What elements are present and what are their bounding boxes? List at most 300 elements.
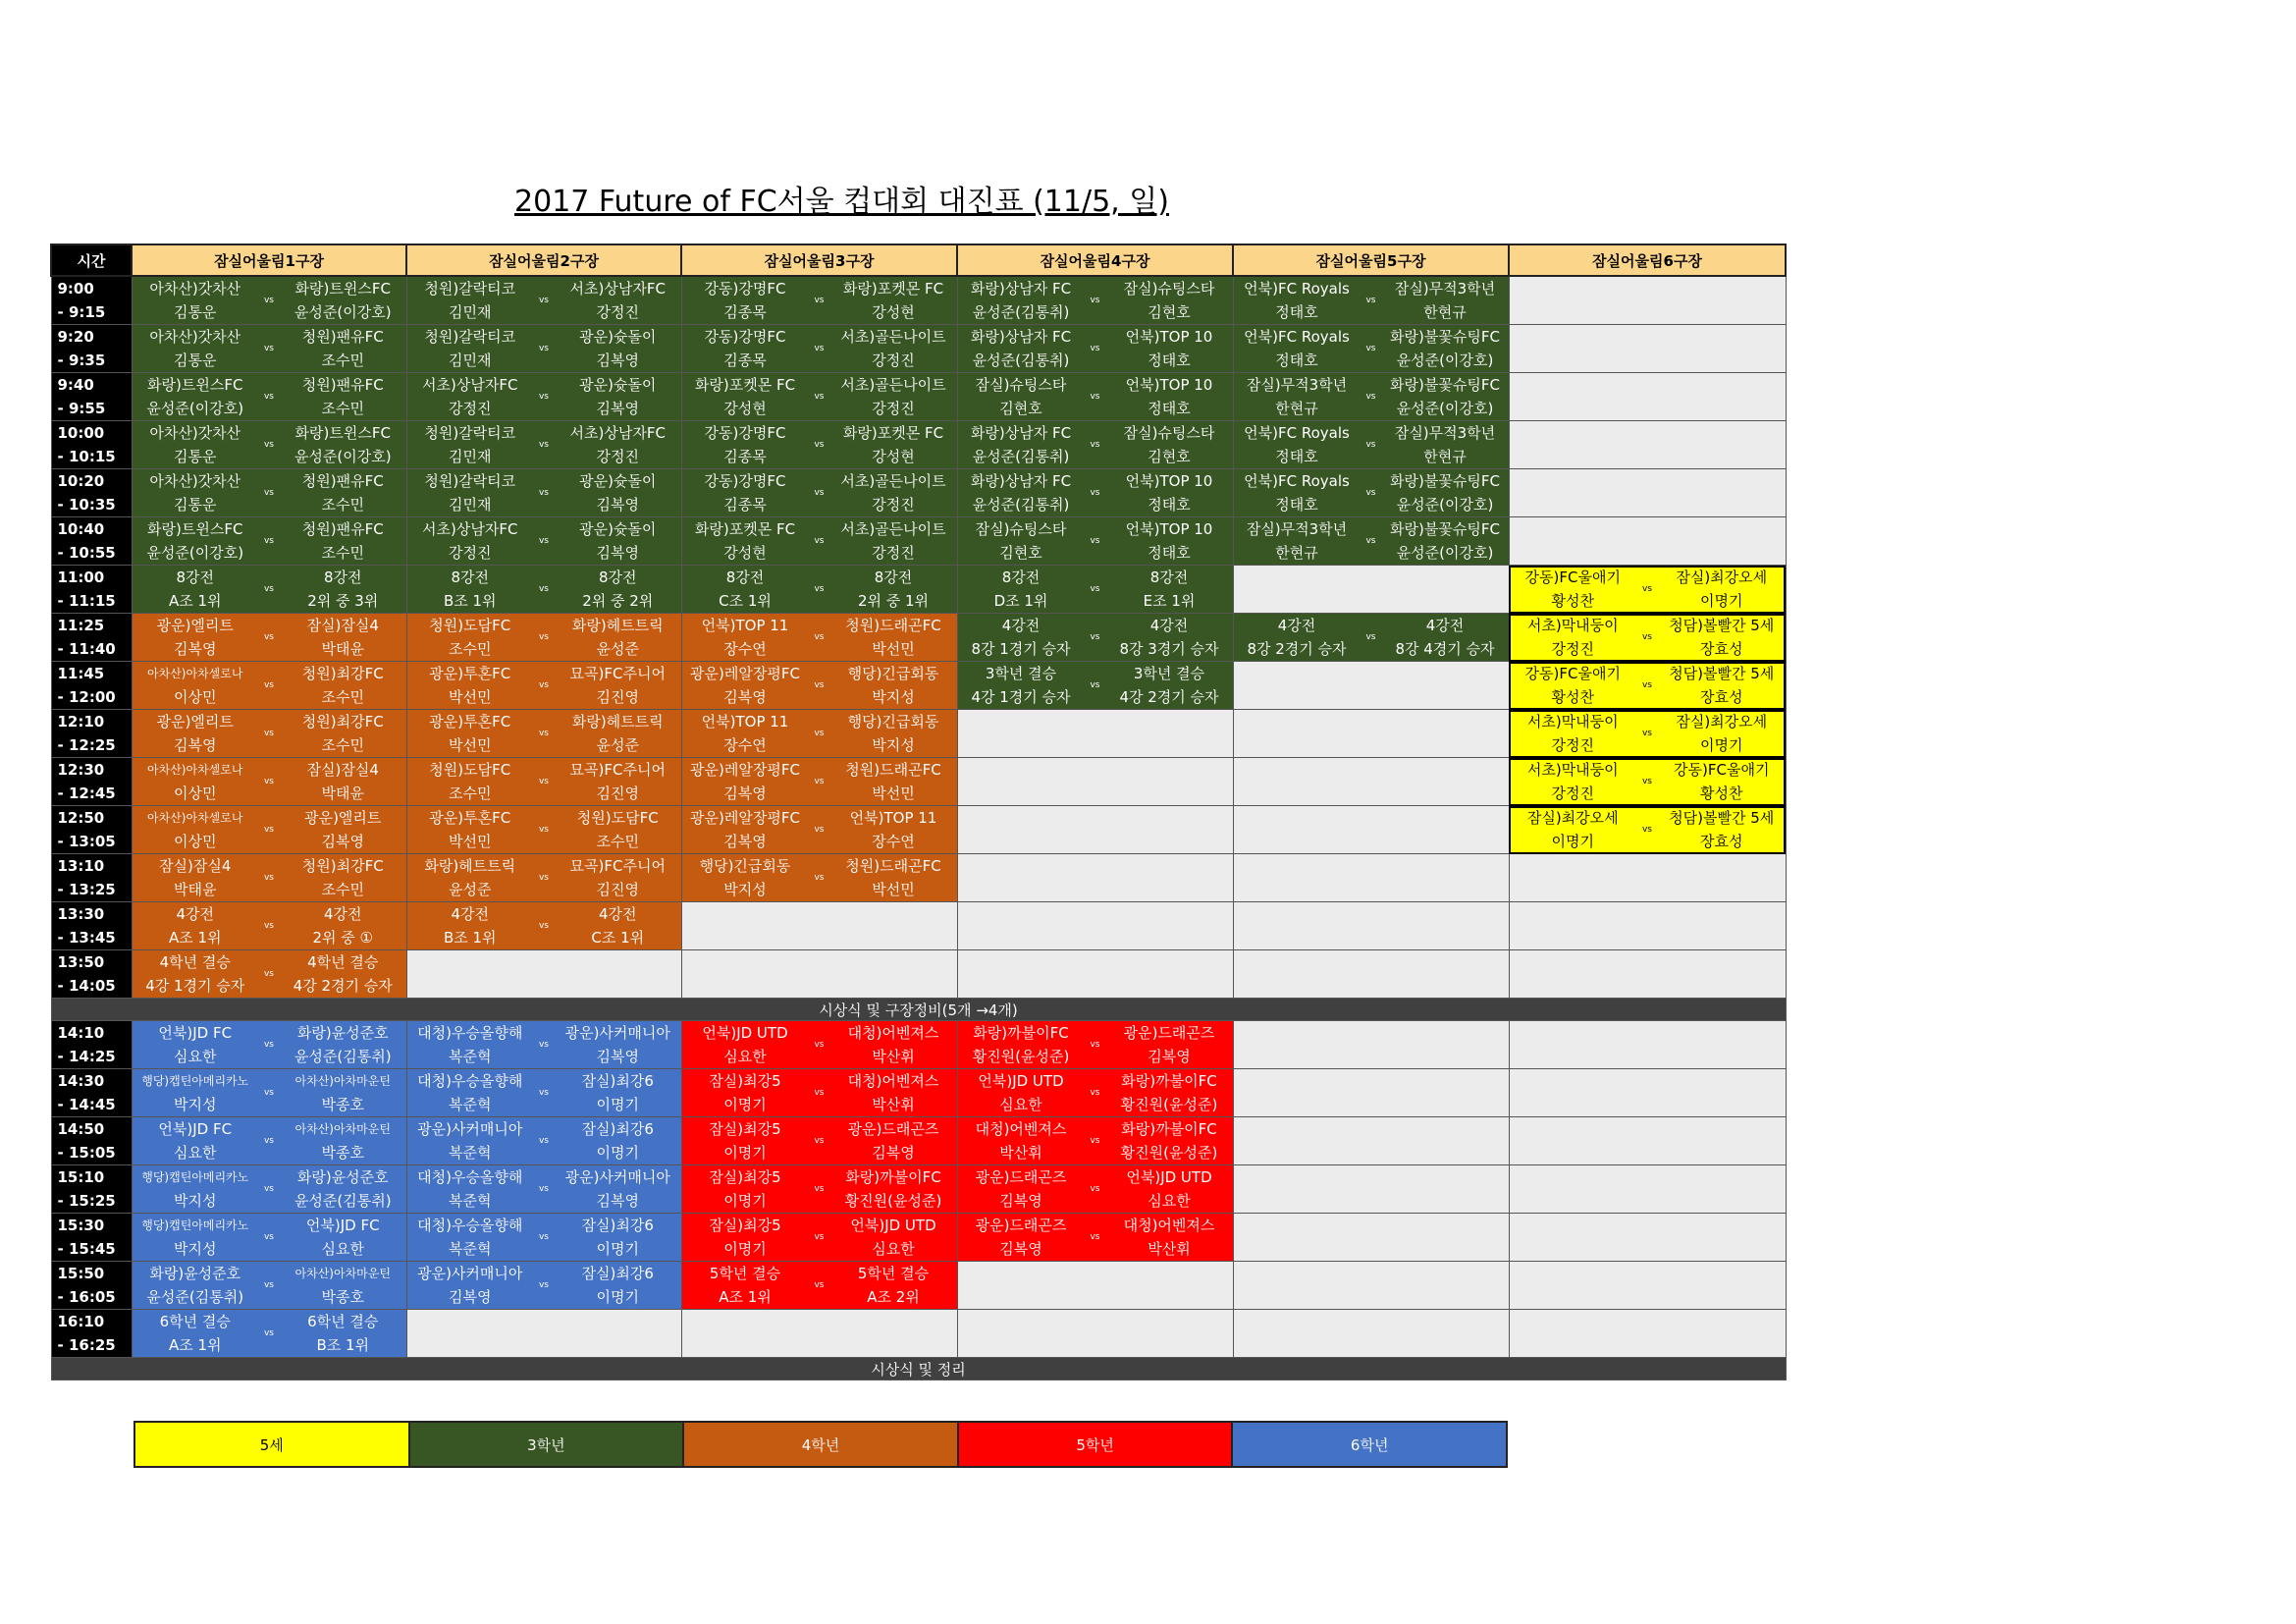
- match: [958, 517, 1233, 565]
- match: [682, 806, 957, 853]
- match-cell: [406, 373, 681, 421]
- match: [133, 806, 406, 853]
- team-b-coach: 강정진: [872, 496, 915, 514]
- match: [133, 517, 406, 565]
- vs-label: vs: [538, 1040, 549, 1050]
- match: [1234, 373, 1509, 420]
- team-b-name: 화랑)윤성준호: [296, 1168, 389, 1186]
- match-cell: [957, 662, 1233, 710]
- team-a-name: 언북)JD UTD: [702, 1024, 788, 1042]
- time-end: - 12:25: [57, 736, 116, 754]
- team-b-coach: 황진원(윤성준): [1120, 1144, 1218, 1162]
- team-a-name: 언북)JD UTD: [978, 1072, 1064, 1090]
- empty-slot: [1509, 325, 1786, 373]
- team-b-name: 화랑)포켓몬 FC: [842, 280, 944, 298]
- match-cell: [1509, 614, 1786, 662]
- team-a-coach: 김종목: [723, 448, 767, 465]
- team-b-name: 서초)골든나이트: [840, 376, 946, 394]
- team-a-name: 아차산)갓차산: [149, 280, 241, 298]
- match: [407, 1165, 681, 1213]
- match-cell: [132, 1310, 406, 1358]
- schedule-row: [51, 1262, 1786, 1310]
- empty-slot: [1509, 469, 1786, 517]
- team-a-coach: A조 1위: [719, 1288, 772, 1306]
- team-b-coach: 김복영: [1148, 1048, 1191, 1065]
- team-b-name: 묘곡)FC주니어: [569, 665, 666, 682]
- team-b-coach: 정태호: [1148, 496, 1191, 514]
- team-a-name: 언북)JD FC: [158, 1024, 233, 1042]
- schedule-row: [51, 1069, 1786, 1117]
- team-b-name: 4강전: [598, 905, 637, 923]
- team-b-coach: 2위 중 2위: [582, 592, 654, 610]
- team-a-coach: 박지성: [723, 881, 767, 898]
- vs-label: vs: [1090, 632, 1100, 642]
- match: [682, 1214, 957, 1261]
- match-cell: [132, 276, 406, 325]
- team-a-coach: 김복영: [723, 785, 767, 802]
- team-b-coach: 윤성준(이강호): [1396, 400, 1494, 417]
- match: [1234, 614, 1509, 661]
- vs-label: vs: [814, 296, 825, 305]
- match-cell: [132, 325, 406, 373]
- match: [682, 1165, 957, 1213]
- team-a-name: 행당)캡틴아메리카노: [141, 1218, 249, 1232]
- team-b-name: 잠실)슈팅스타: [1123, 424, 1215, 442]
- team-b-coach: 정태호: [1148, 400, 1191, 417]
- schedule-row: [51, 1117, 1786, 1165]
- vs-label: vs: [263, 921, 274, 931]
- team-b-coach: E조 1위: [1143, 592, 1196, 610]
- team-a-name: 화랑)트윈스FC: [147, 376, 243, 394]
- vs-label: vs: [814, 1136, 825, 1146]
- time-slot: [51, 614, 132, 662]
- match: [407, 325, 681, 372]
- vs-label: vs: [263, 777, 274, 786]
- empty-slot: [1509, 517, 1786, 566]
- team-b-name: 4강전: [1149, 617, 1189, 634]
- team-a-coach: 김복영: [174, 640, 217, 658]
- vs-label: vs: [814, 440, 825, 450]
- time-start: 12:50: [57, 809, 105, 827]
- team-b-coach: 김복영: [596, 1048, 639, 1065]
- team-b-coach: 황진원(윤성준): [844, 1192, 942, 1210]
- team-b-coach: 박지성: [872, 736, 915, 754]
- vs-label: vs: [814, 584, 825, 594]
- empty-slot: [1509, 1021, 1786, 1069]
- match-cell: [681, 469, 957, 517]
- time-end: - 10:35: [57, 496, 116, 514]
- match: [1510, 758, 1786, 805]
- match-cell: [957, 1069, 1233, 1117]
- team-b-name: 화랑)까불이FC: [1121, 1120, 1217, 1138]
- match: [133, 325, 406, 372]
- team-b-name: 화랑)헤트트릭: [571, 713, 664, 731]
- vs-label: vs: [263, 536, 274, 546]
- schedule-row: [51, 806, 1786, 854]
- time-slot: [51, 566, 132, 614]
- team-a-name: 행당)캡틴아메리카노: [141, 1074, 249, 1088]
- time-start: 9:20: [57, 328, 94, 346]
- team-a-coach: 김복영: [999, 1240, 1042, 1258]
- match: [958, 325, 1233, 372]
- match: [682, 1069, 957, 1116]
- team-a-name: 잠실)무적3학년: [1246, 376, 1348, 394]
- vs-label: vs: [814, 536, 825, 546]
- team-a-name: 서초)막내둥이: [1526, 617, 1619, 634]
- match-cell: [681, 276, 957, 325]
- vs-label: vs: [538, 825, 549, 835]
- match: [958, 1117, 1233, 1164]
- team-b-name: 언북)TOP 10: [1125, 328, 1213, 346]
- match-cell: [132, 854, 406, 902]
- team-a-name: 행당)캡틴아메리카노: [141, 1170, 249, 1184]
- team-a-coach: 박지성: [174, 1096, 217, 1113]
- match: [407, 758, 681, 805]
- vs-label: vs: [814, 729, 825, 738]
- time-end: - 12:00: [57, 688, 116, 706]
- vs-label: vs: [814, 344, 825, 353]
- team-b-coach: 이명기: [596, 1288, 639, 1306]
- match-cell: [1509, 662, 1786, 710]
- team-a-name: 광운)레알장평FC: [690, 665, 800, 682]
- team-b-coach: 김진영: [596, 785, 639, 802]
- time-slot: [51, 517, 132, 566]
- vs-label: vs: [814, 488, 825, 498]
- header-row: [51, 244, 1786, 276]
- team-b-name: 잠실)최강6: [581, 1120, 654, 1138]
- team-a-name: 5학년 결승: [709, 1265, 781, 1282]
- match: [133, 950, 406, 998]
- team-a-name: 청원)도담FC: [429, 761, 511, 779]
- schedule-row: [51, 276, 1786, 325]
- team-b-coach: 2위 중 3위: [307, 592, 379, 610]
- match: [133, 277, 406, 324]
- team-b-coach: 조수민: [321, 881, 364, 898]
- team-a-coach: 박선민: [449, 688, 492, 706]
- time-start: 12:10: [57, 713, 105, 731]
- page-title: 2017 Future of FC서울 컵대회 대진표 (11/5, 일): [514, 185, 1169, 219]
- vs-label: vs: [814, 1040, 825, 1050]
- team-b-name: 언북)TOP 10: [1125, 520, 1213, 538]
- team-b-coach: 김복영: [596, 496, 639, 514]
- team-b-coach: 강정진: [872, 400, 915, 417]
- empty-slot: [1233, 1262, 1509, 1310]
- match-cell: [406, 517, 681, 566]
- team-b-name: 청원)팬유FC: [301, 376, 384, 394]
- vs-label: vs: [1090, 680, 1100, 690]
- team-a-coach: 김통운: [174, 448, 217, 465]
- team-a-coach: 김종목: [723, 352, 767, 369]
- team-b-name: 청원)드래곤FC: [845, 761, 941, 779]
- team-b-name: 잠실)슈팅스타: [1123, 280, 1215, 298]
- schedule-body: [51, 276, 1786, 1380]
- match-cell: [132, 950, 406, 999]
- team-a-name: 언북)TOP 11: [701, 617, 789, 634]
- time-end: - 9:15: [57, 303, 106, 321]
- match: [682, 854, 957, 901]
- team-a-coach: A조 1위: [168, 1336, 222, 1354]
- team-a-name: 강동)강명FC: [704, 424, 786, 442]
- team-b-coach: 박지성: [872, 688, 915, 706]
- match: [1234, 325, 1509, 372]
- team-a-coach: 강정진: [1551, 640, 1594, 658]
- team-a-name: 언북)FC Royals: [1244, 424, 1350, 442]
- match-cell: [406, 854, 681, 902]
- match: [1510, 662, 1786, 709]
- team-a-name: 잠실)슈팅스타: [975, 520, 1067, 538]
- match-cell: [132, 566, 406, 614]
- vs-label: vs: [263, 873, 274, 883]
- vs-label: vs: [538, 344, 549, 353]
- time-end: - 10:55: [57, 544, 116, 562]
- team-a-coach: 강정진: [449, 400, 492, 417]
- legend-item: 6학년: [1232, 1422, 1507, 1467]
- match: [133, 1069, 406, 1116]
- match-cell: [957, 1165, 1233, 1214]
- match-cell: [681, 758, 957, 806]
- vs-label: vs: [263, 729, 274, 738]
- team-b-coach: 강정진: [596, 448, 639, 465]
- team-b-coach: 박종호: [321, 1096, 364, 1113]
- match: [682, 1021, 957, 1068]
- team-b-name: 강동)FC울애기: [1674, 761, 1770, 779]
- empty-slot: [957, 1262, 1233, 1310]
- team-a-coach: 김통운: [174, 303, 217, 321]
- match-cell: [406, 614, 681, 662]
- team-a-name: 잠실)최강5: [709, 1120, 781, 1138]
- vs-label: vs: [1090, 536, 1100, 546]
- schedule-row: [51, 1165, 1786, 1214]
- match-cell: [406, 758, 681, 806]
- team-a-coach: 8강 1경기 승자: [971, 640, 1071, 658]
- team-b-name: 광운)드래곤즈: [847, 1120, 939, 1138]
- match-cell: [406, 1165, 681, 1214]
- match-cell: [406, 710, 681, 758]
- vs-label: vs: [1090, 1040, 1100, 1050]
- team-b-name: 서초)상남자FC: [569, 280, 666, 298]
- time-start: 10:40: [57, 520, 105, 538]
- team-b-coach: 이명기: [596, 1096, 639, 1113]
- team-a-name: 잠실)슈팅스타: [975, 376, 1067, 394]
- team-b-coach: 윤성준(이강호): [1396, 544, 1494, 562]
- field-header-3: 잠실어울림3구장: [681, 244, 957, 276]
- team-b-coach: 한현규: [1423, 448, 1467, 465]
- team-b-name: 청원)최강FC: [301, 713, 384, 731]
- vs-label: vs: [1365, 632, 1376, 642]
- team-b-coach: 김복영: [596, 352, 639, 369]
- match-cell: [681, 373, 957, 421]
- schedule-row: [51, 758, 1786, 806]
- match: [1510, 806, 1786, 853]
- time-start: 15:10: [57, 1168, 105, 1186]
- empty-slot: [1509, 1262, 1786, 1310]
- break-band: 시상식 및 구장정비(5개 →4개): [51, 999, 1786, 1021]
- team-b-name: 화랑)헤트트릭: [571, 617, 664, 634]
- match: [407, 710, 681, 757]
- team-b-name: 청담)볼빨간 5세: [1669, 665, 1775, 682]
- team-a-coach: 이명기: [723, 1192, 767, 1210]
- team-b-coach: 4강 2경기 승자: [1119, 688, 1219, 706]
- time-slot: [51, 902, 132, 950]
- match-cell: [406, 1069, 681, 1117]
- vs-label: vs: [1641, 729, 1652, 738]
- team-b-coach: 강정진: [872, 544, 915, 562]
- vs-label: vs: [814, 1232, 825, 1242]
- team-a-name: 광운)레알장평FC: [690, 809, 800, 827]
- time-slot: [51, 421, 132, 469]
- vs-label: vs: [1090, 440, 1100, 450]
- team-a-coach: 4강 1경기 승자: [971, 688, 1071, 706]
- match-cell: [406, 662, 681, 710]
- vs-label: vs: [263, 392, 274, 402]
- team-a-name: 8강전: [725, 568, 765, 586]
- vs-label: vs: [263, 680, 274, 690]
- vs-label: vs: [1090, 1088, 1100, 1098]
- legend-item: 4학년: [683, 1422, 958, 1467]
- match-cell: [406, 276, 681, 325]
- vs-label: vs: [263, 1232, 274, 1242]
- team-a-name: 강동)강명FC: [704, 472, 786, 490]
- vs-label: vs: [814, 873, 825, 883]
- match-cell: [406, 325, 681, 373]
- team-a-name: 화랑)포켓몬 FC: [694, 376, 796, 394]
- team-b-coach: 김복영: [596, 1192, 639, 1210]
- team-a-coach: 박선민: [449, 833, 492, 850]
- empty-slot: [1509, 854, 1786, 902]
- team-b-coach: 조수민: [596, 833, 639, 850]
- time-end: - 13:25: [57, 881, 116, 898]
- team-b-coach: 박태윤: [321, 785, 364, 802]
- match-cell: [406, 1021, 681, 1069]
- team-b-coach: 김복영: [321, 833, 364, 850]
- vs-label: vs: [538, 873, 549, 883]
- team-b-name: 5학년 결승: [857, 1265, 930, 1282]
- empty-slot: [1509, 1214, 1786, 1262]
- time-start: 11:45: [57, 665, 105, 682]
- team-a-coach: 복준혁: [449, 1096, 492, 1113]
- team-b-coach: 심요한: [872, 1240, 915, 1258]
- match: [407, 854, 681, 901]
- team-b-name: 화랑)불꽃슈팅FC: [1390, 376, 1500, 394]
- vs-label: vs: [1641, 632, 1652, 642]
- empty-slot: [406, 950, 681, 999]
- legend-item: 5세: [134, 1422, 409, 1467]
- team-b-coach: 박태윤: [321, 640, 364, 658]
- team-a-coach: B조 1위: [443, 592, 497, 610]
- team-a-coach: 강정진: [1551, 785, 1594, 802]
- vs-label: vs: [263, 969, 274, 979]
- match: [133, 1262, 406, 1309]
- match-cell: [406, 902, 681, 950]
- team-a-coach: 윤성준(이강호): [146, 400, 244, 417]
- schedule-row: [51, 614, 1786, 662]
- team-a-coach: 이명기: [1551, 833, 1594, 850]
- team-a-name: 잠실)최강오세: [1526, 809, 1619, 827]
- team-b-coach: 김현호: [1148, 303, 1191, 321]
- team-a-coach: 복준혁: [449, 1048, 492, 1065]
- team-b-name: 잠실)최강6: [581, 1072, 654, 1090]
- time-column-header: 시간: [51, 244, 132, 276]
- time-start: 11:25: [57, 617, 105, 634]
- team-a-name: 화랑)상남자 FC: [970, 280, 1072, 298]
- vs-label: vs: [263, 825, 274, 835]
- team-b-coach: 장효성: [1700, 688, 1743, 706]
- match-cell: [132, 1262, 406, 1310]
- time-slot: [51, 1214, 132, 1262]
- team-a-coach: 김민재: [449, 448, 492, 465]
- field-header-4: 잠실어울림4구장: [957, 244, 1233, 276]
- empty-slot: [1233, 902, 1509, 950]
- schedule-table: [50, 244, 1787, 1380]
- team-b-coach: 박선민: [872, 640, 915, 658]
- team-b-name: 묘곡)FC주니어: [569, 857, 666, 875]
- team-b-name: 화랑)불꽃슈팅FC: [1390, 472, 1500, 490]
- match-cell: [132, 1214, 406, 1262]
- team-b-name: 8강전: [1149, 568, 1189, 586]
- match: [682, 566, 957, 613]
- vs-label: vs: [538, 680, 549, 690]
- match: [133, 469, 406, 516]
- team-a-name: 서초)막내둥이: [1526, 761, 1619, 779]
- legend-item: 3학년: [409, 1422, 684, 1467]
- team-b-coach: 황성찬: [1700, 785, 1743, 802]
- team-a-name: 청원)갈락티코: [424, 280, 516, 298]
- empty-slot: [957, 710, 1233, 758]
- team-a-name: 잠실)최강5: [709, 1168, 781, 1186]
- time-end: - 16:05: [57, 1288, 116, 1306]
- team-b-coach: A조 2위: [867, 1288, 920, 1306]
- match-cell: [132, 469, 406, 517]
- empty-slot: [1233, 806, 1509, 854]
- vs-label: vs: [814, 1184, 825, 1194]
- vs-label: vs: [263, 488, 274, 498]
- team-b-coach: 윤성준: [596, 736, 639, 754]
- time-end: - 11:15: [57, 592, 116, 610]
- vs-label: vs: [538, 777, 549, 786]
- empty-slot: [957, 1310, 1233, 1358]
- schedule-row: [51, 517, 1786, 566]
- team-a-coach: 심요한: [174, 1144, 217, 1162]
- time-end: - 15:05: [57, 1144, 116, 1162]
- match-cell: [1233, 517, 1509, 566]
- team-b-name: 청원)팬유FC: [301, 472, 384, 490]
- match: [133, 662, 406, 709]
- match-cell: [957, 421, 1233, 469]
- team-b-name: 청담)볼빨간 5세: [1669, 809, 1775, 827]
- team-b-coach: 장효성: [1700, 640, 1743, 658]
- team-a-coach: 심요한: [999, 1096, 1042, 1113]
- match-cell: [681, 806, 957, 854]
- team-b-coach: 한현규: [1423, 303, 1467, 321]
- match-cell: [1233, 325, 1509, 373]
- team-b-coach: 장효성: [1700, 833, 1743, 850]
- schedule-row: [51, 854, 1786, 902]
- match-cell: [132, 758, 406, 806]
- team-a-name: 화랑)트윈스FC: [147, 520, 243, 538]
- team-a-name: 광운)엘리트: [156, 617, 234, 634]
- match: [133, 758, 406, 805]
- team-b-name: 서초)상남자FC: [569, 424, 666, 442]
- match: [682, 469, 957, 516]
- team-a-coach: 김복영: [449, 1288, 492, 1306]
- team-b-name: 8강전: [323, 568, 362, 586]
- vs-label: vs: [1365, 344, 1376, 353]
- time-slot: [51, 1117, 132, 1165]
- team-b-name: 서초)골든나이트: [840, 520, 946, 538]
- color-legend: [133, 1421, 1508, 1468]
- match-cell: [1509, 758, 1786, 806]
- team-a-coach: 강성현: [723, 400, 767, 417]
